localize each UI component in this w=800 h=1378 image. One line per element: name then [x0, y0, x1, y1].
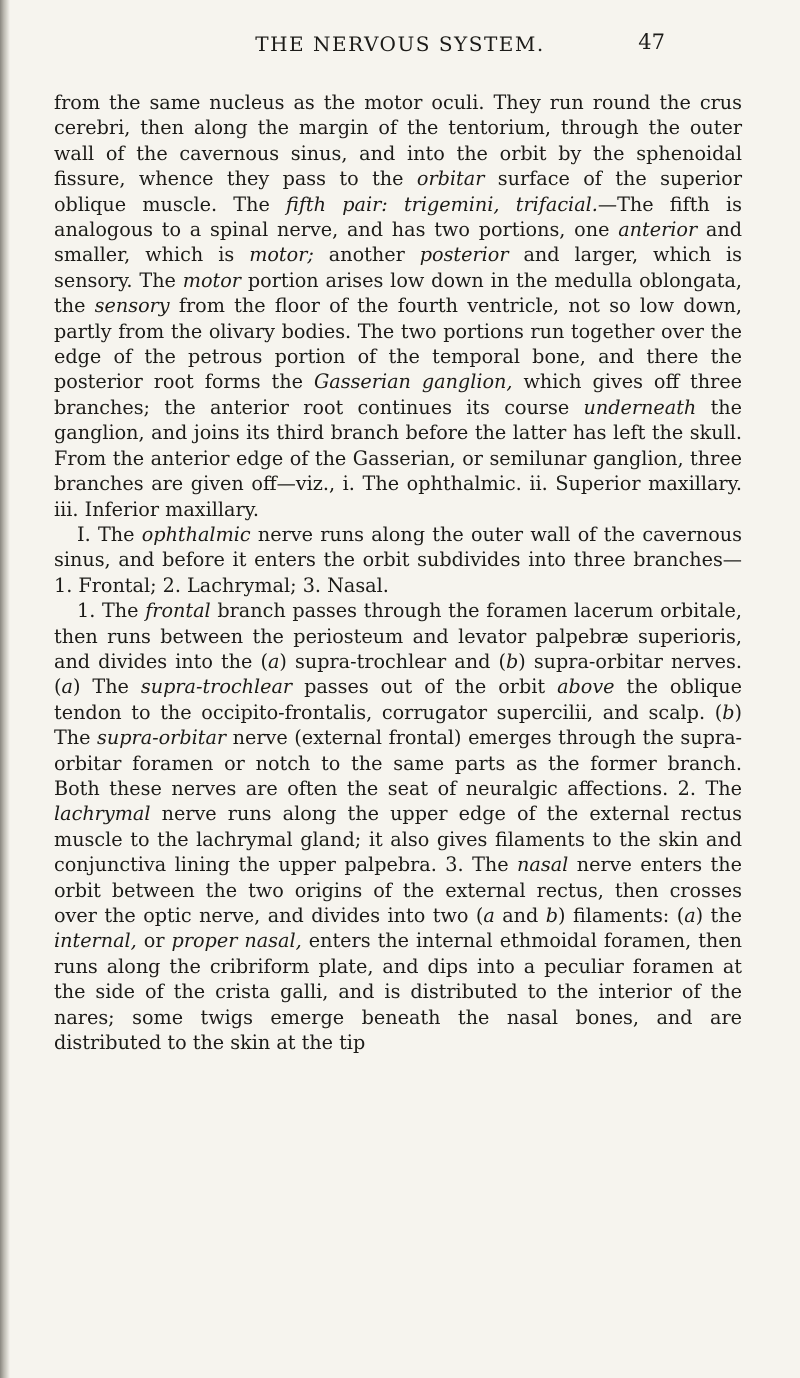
italic-run: nasal [517, 853, 569, 877]
text-run: nerve runs along the upper edge of the external rectus muscle to the lachrymal gland; it also gives filaments to the skin and conjunctiva lining the upper palpebra. 3. The [54, 802, 742, 877]
italic-run: a [267, 649, 280, 673]
text-run: passes out of the orbit [292, 675, 558, 699]
text-run: and [494, 904, 546, 927]
italic-run: ophthalmic [141, 522, 251, 546]
running-head: THE NERVOUS SYSTEM. [255, 32, 545, 56]
text-run: ) filaments: ( [558, 904, 685, 927]
italic-run: anterior [618, 218, 698, 242]
text-run: the ganglion, and joins its third branch before the latter has left the skull. From the anterior edge of the Gasserian, or semilunar ganglion, three branches are given off—viz., i. The ophthalmic. ii. Superior maxillary. iii. Inferior maxillary. [54, 395, 742, 521]
italic-run: b [505, 649, 519, 673]
text-run: nerve enters the orbit between the two origins of the external rectus, then crosses over the optic nerve, and divides into two ( [54, 853, 742, 927]
text-run: portion arises low down in the medulla oblongata, the [54, 268, 742, 318]
italic-run: fifth pair: trigemini, trifacial. [286, 192, 598, 216]
text-run: surface of the superior oblique muscle. The [54, 167, 742, 216]
italic-run: Gasserian ganglion, [313, 370, 513, 394]
text-run: or [136, 929, 172, 953]
text-run: —The fifth is analogous to a spinal nerve, and has two portions, one [54, 192, 742, 242]
text-run: ) supra-orbitar nerves. ( [54, 649, 742, 699]
text-run: enters the internal ethmoidal foramen, then runs along the cribriform plate, and dips into a peculiar foramen at the side of the crista galli, and is distributed to the interior of the nares; some twigs emerge beneath the nasal bones, and are distributed to the skin at the tip [54, 929, 742, 1055]
italic-run: orbitar [416, 167, 485, 191]
text-run: ) The [54, 700, 742, 750]
page-gutter-shadow [0, 0, 10, 1378]
italic-run: underneath [583, 395, 697, 419]
italic-run: a [61, 675, 73, 699]
body-text [54, 90, 742, 1055]
italic-run: proper nasal, [171, 929, 302, 953]
italic-run: motor [182, 268, 241, 292]
italic-run: sensory [94, 294, 170, 318]
paragraph [54, 522, 742, 598]
text-run: I. The [77, 522, 142, 546]
text-run: which gives off three branches; the anterior root continues its course [54, 370, 743, 419]
italic-run: lachrymal [54, 802, 151, 826]
italic-run: posterior [419, 243, 509, 267]
text-run: another [313, 243, 420, 267]
text-run: and smaller, which is [54, 218, 742, 267]
italic-run: internal, [54, 929, 137, 953]
text-run: ) the [695, 904, 742, 927]
italic-run: supra-orbitar [97, 726, 227, 750]
text-run: the oblique tendon to the occipito-frontalis, corrugator supercilii, and scalp. ( [54, 675, 742, 724]
italic-run: frontal [145, 599, 211, 623]
text-run: ) The [72, 675, 141, 699]
page-header [0, 28, 800, 68]
paragraph [54, 90, 742, 522]
italic-run: supra-trochlear [140, 675, 293, 699]
italic-run: a [483, 904, 495, 927]
text-run: nerve runs along the outer wall of the cavernous sinus, and before it enters the orbit subdivides into three branches—1. Frontal; 2. Lachrymal; 3. Nasal. [54, 522, 742, 597]
italic-run: b [545, 904, 559, 927]
text-run: ) supra-trochlear and ( [279, 649, 506, 673]
page-number: 47 [638, 30, 665, 54]
text-run: branch passes through the foramen lacerum orbitale, then runs between the periosteum and levator palpebræ superioris, and divides into the ( [54, 599, 742, 673]
text-run: from the floor of the fourth ventricle, not so low down, partly from the olivary bodies. The two portions run together over the edge of the petrous portion of the temporal bone, and there the posterior root forms the [54, 294, 742, 394]
italic-run: motor; [249, 243, 314, 267]
paragraph [54, 598, 742, 1055]
text-run: from the same nucleus as the motor oculi. They run round the crus cerebri, then along the margin of the tentorium, through the outer wall of the cavernous sinus, and into the orbit by the sphenoidal fissure, whence they pass to the [54, 91, 742, 191]
italic-run: above [557, 675, 615, 699]
text-run: and larger, which is sensory. The [54, 243, 743, 292]
text-run: 1. The [77, 599, 146, 623]
text-run: nerve (external frontal) emerges through the supra-orbitar foramen or notch to the same parts as the former branch. Both these nerves are often the seat of neuralgic affections. 2. The [54, 726, 742, 800]
italic-run: b [722, 700, 735, 724]
italic-run: a [684, 904, 696, 927]
